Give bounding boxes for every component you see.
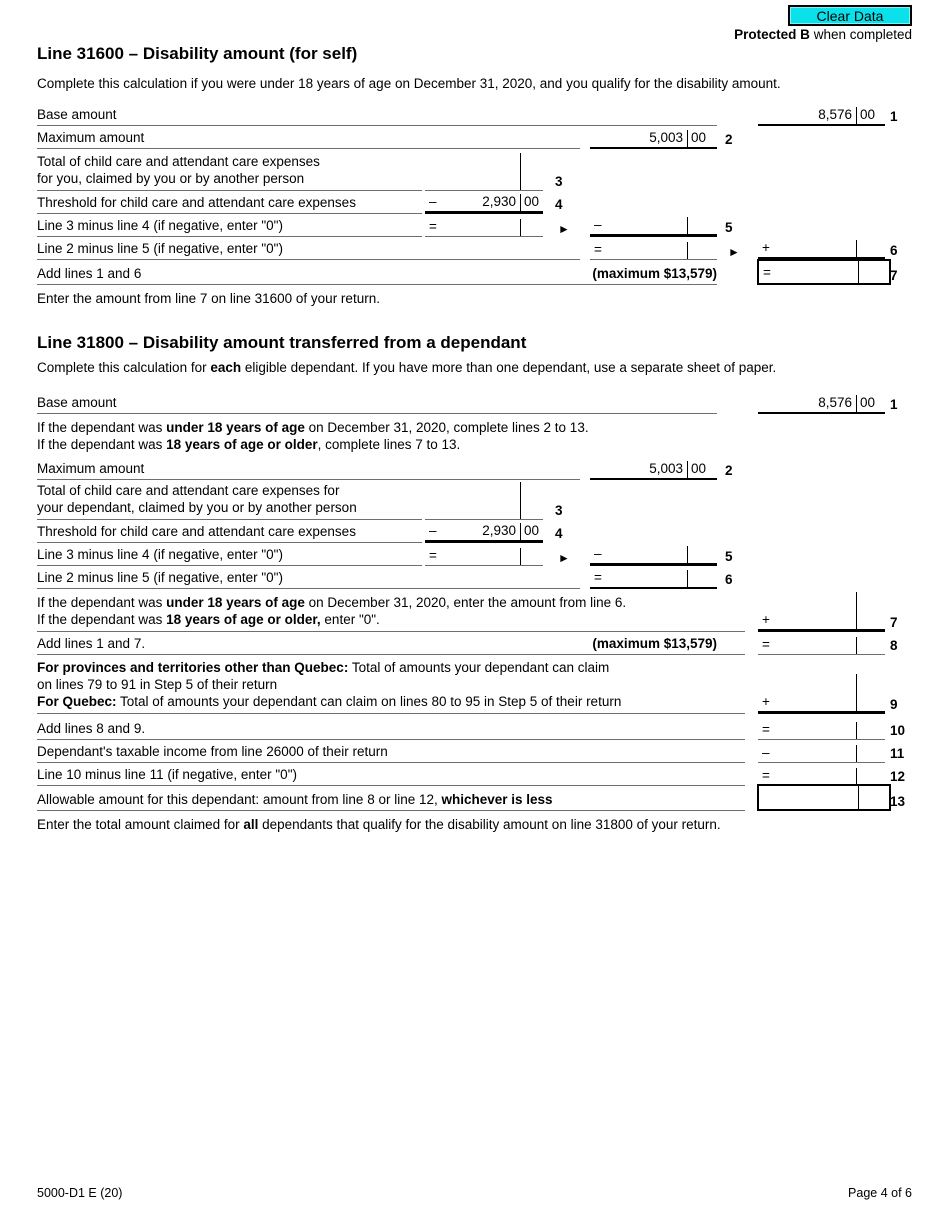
cents-divider — [856, 107, 858, 124]
s2-line5-result-field[interactable] — [425, 545, 543, 566]
plus-operator: + — [762, 694, 770, 709]
s1-row-3 — [0, 151, 950, 191]
s1-line7-number: 7 — [890, 268, 898, 283]
s2-line2-amount-field: 5,003 00 — [590, 458, 717, 480]
rule — [37, 190, 422, 191]
s2-row-9 — [0, 658, 950, 714]
rule — [37, 413, 717, 414]
s2-row-13 — [0, 786, 950, 811]
s2-row-7 — [0, 595, 950, 632]
s1-line5-result-field[interactable] — [425, 216, 543, 237]
rule — [37, 284, 717, 285]
cents-divider — [858, 261, 860, 283]
equals-operator: = — [762, 722, 770, 737]
s2-line11-label: Dependant's taxable income from line 26000 of their return — [37, 744, 388, 759]
s1-line4-amount-field: – 2,930 00 — [425, 191, 543, 214]
minus-operator: – — [762, 745, 770, 760]
s2-line12-label: Line 10 minus line 11 (if negative, enter "0") — [37, 767, 297, 782]
s2-line8-label: Add lines 1 and 7. — [37, 636, 146, 651]
minus-operator: – — [594, 217, 602, 232]
s1-line3-input-field[interactable] — [425, 170, 543, 191]
rule — [37, 125, 717, 126]
s1-line2-amount-field: 5,003 00 — [590, 127, 717, 149]
s2-row-2 — [0, 458, 950, 480]
s2-row-12 — [0, 763, 950, 786]
equals-operator: = — [762, 637, 770, 652]
cents-divider — [687, 546, 689, 563]
s2-line1-number: 1 — [890, 397, 898, 412]
cents-divider — [856, 674, 858, 711]
cents-divider — [687, 130, 689, 147]
s1-line6-result-field[interactable] — [590, 239, 717, 260]
s1-maximum-note: (maximum $13,579) — [592, 266, 717, 281]
s2-line5-number: 5 — [725, 549, 733, 564]
s2-line10-result-field[interactable] — [758, 719, 885, 740]
equals-operator: = — [762, 768, 770, 783]
s2-line4-amount-field: – 2,930 00 — [425, 520, 543, 543]
s1-line5-label: Line 3 minus line 4 (if negative, enter "0") — [37, 218, 283, 233]
section1-title: Line 31600 – Disability amount (for self) — [37, 44, 358, 63]
s1-line7-label: Add lines 1 and 6 — [37, 266, 142, 281]
minus-operator: – — [594, 546, 602, 561]
rule — [37, 148, 580, 149]
s2-line6-number: 6 — [725, 572, 733, 587]
s2-line12-result-field[interactable] — [758, 765, 885, 786]
s2-line9-input-field[interactable] — [758, 691, 885, 714]
section2-intro: Complete this calculation for each eligible dependant. If you have more than one dependant, use a separate sheet of paper. — [37, 360, 777, 375]
section1-intro: Complete this calculation if you were under 18 years of age on December 31, 2020, and you qualify for the disability amount. — [37, 76, 781, 91]
cents-divider — [687, 217, 689, 234]
s2-line6-label: Line 2 minus line 5 (if negative, enter "0") — [37, 570, 283, 585]
rule — [37, 213, 422, 214]
cents-divider — [858, 786, 860, 809]
s2-line2-label: Maximum amount — [37, 461, 145, 476]
s2-line11-number: 11 — [890, 746, 905, 761]
s2-row-6 — [0, 567, 950, 589]
s2-line11-input-field[interactable] — [758, 742, 885, 763]
arrow-right-icon: ► — [558, 222, 570, 236]
s2-line9-label: For provinces and territories other than Quebec: Total of amounts your dependant can claim on lines 79 to 91 in Step 5 of their return For Quebec: Total of amounts your dependant can claim on lines 80 to 95 in Step 5 of their return — [37, 660, 622, 709]
s2-line8-result-field[interactable] — [758, 634, 885, 655]
s1-line1-label: Base amount — [37, 107, 117, 122]
plus-operator: + — [762, 612, 770, 627]
s1-line7-total-field[interactable] — [757, 259, 891, 285]
cents-divider — [520, 523, 522, 540]
s2-line7-number: 7 — [890, 615, 898, 630]
s2-line3-number: 3 — [555, 503, 563, 518]
s2-line7-input-field[interactable] — [758, 609, 885, 632]
s1-line2-label: Maximum amount — [37, 130, 145, 145]
cents-divider — [856, 768, 858, 785]
cents-divider — [856, 745, 858, 762]
section1-note: Enter the amount from line 7 on line 31600 of your return. — [37, 291, 380, 306]
s2-row-3 — [0, 481, 950, 520]
s2-line13-total-field[interactable] — [757, 784, 891, 811]
cents-divider — [856, 722, 858, 739]
rule — [37, 588, 580, 589]
form-code: 5000-D1 E (20) — [37, 1186, 123, 1200]
section2-title: Line 31800 – Disability amount transferred from a dependant — [37, 333, 527, 352]
s2-row-4 — [0, 521, 950, 543]
minus-operator: – — [429, 194, 437, 209]
cents-divider — [520, 548, 522, 565]
s2-line3-label: Total of child care and attendant care expenses for your dependant, claimed by you or by another person — [37, 483, 357, 515]
s2-line10-number: 10 — [890, 723, 906, 738]
s2-line1-amount-field: 8,576 00 — [758, 392, 885, 414]
s1-line1-number: 1 — [890, 109, 898, 124]
cents-divider — [520, 194, 522, 211]
rule — [37, 654, 745, 655]
arrow-right-icon: ► — [728, 245, 740, 259]
s2-line13-label: Allowable amount for this dependant: amount from line 8 or line 12, whichever is less — [37, 792, 553, 807]
s1-line4-number: 4 — [555, 197, 563, 212]
s2-line7-label: If the dependant was under 18 years of age on December 31, 2020, enter the amount from line 6. If the dependant was 18 years of age or older, enter "0". — [37, 595, 627, 627]
s2-row-11 — [0, 740, 950, 763]
cents-divider — [856, 592, 858, 629]
s2-line9-number: 9 — [890, 697, 898, 712]
s2-line3-input-field[interactable] — [425, 499, 543, 520]
s2-line13-number: 13 — [890, 794, 906, 809]
s2-line10-label: Add lines 8 and 9. — [37, 721, 146, 736]
s1-line5-carry-field[interactable] — [590, 214, 717, 237]
s2-line4-number: 4 — [555, 526, 563, 541]
s1-line3-label: Total of child care and attendant care expenses for you, claimed by you or by another person — [37, 154, 320, 186]
s2-line6-result-field[interactable] — [590, 567, 717, 589]
s2-row-8 — [0, 632, 950, 655]
equals-operator: = — [594, 242, 602, 257]
s2-row-5 — [0, 544, 950, 566]
plus-operator: + — [762, 240, 770, 255]
s1-line1-amount-field: 8,576 00 — [758, 104, 885, 126]
s2-line12-number: 12 — [890, 769, 906, 784]
section2-note: Enter the total amount claimed for all dependants that qualify for the disability amount on line 31800 of your return. — [37, 817, 721, 832]
s2-row-10 — [0, 717, 950, 740]
s2-maximum-note: (maximum $13,579) — [592, 636, 717, 651]
equals-operator: = — [594, 570, 602, 585]
rule — [37, 236, 422, 237]
rule — [37, 519, 422, 520]
s2-line2-number: 2 — [725, 463, 733, 478]
s1-line6-number: 6 — [890, 243, 898, 258]
equals-operator: = — [763, 265, 771, 280]
rule — [37, 810, 745, 811]
cents-divider — [520, 482, 522, 519]
arrow-right-icon: ► — [558, 551, 570, 565]
s1-line5-number: 5 — [725, 220, 733, 235]
s2-line8-number: 8 — [890, 638, 898, 653]
protected-b-label: Protected B when completed — [734, 27, 912, 42]
s2-line5-carry-field[interactable] — [590, 543, 717, 566]
clear-data-button[interactable]: Clear Data — [788, 5, 912, 26]
s2-line1-label: Base amount — [37, 395, 117, 410]
minus-operator: – — [429, 523, 437, 538]
s1-row-1 — [0, 104, 950, 126]
s2-age-note: If the dependant was under 18 years of age on December 31, 2020, complete lines 2 to 13. If the dependant was 18 years of age or older, complete lines 7 to 13. — [37, 420, 589, 452]
rule — [37, 259, 580, 260]
cents-divider — [687, 461, 689, 478]
s2-row-1 — [0, 392, 950, 414]
cents-divider — [856, 395, 858, 412]
rule — [37, 542, 422, 543]
cents-divider — [856, 240, 858, 257]
s1-row-2 — [0, 127, 950, 149]
s1-row-7 — [0, 261, 950, 285]
equals-operator: = — [429, 219, 437, 234]
s1-line2-number: 2 — [725, 132, 733, 147]
s1-line4-label: Threshold for child care and attendant care expenses — [37, 195, 356, 210]
cents-divider — [520, 219, 522, 236]
s1-row-5 — [0, 215, 950, 237]
cents-divider — [687, 242, 689, 259]
s2-line4-label: Threshold for child care and attendant care expenses — [37, 524, 356, 539]
cents-divider — [520, 153, 522, 190]
cents-divider — [856, 637, 858, 654]
page-indicator: Page 4 of 6 — [848, 1186, 912, 1200]
rule — [37, 713, 745, 714]
s2-line5-label: Line 3 minus line 4 (if negative, enter "0") — [37, 547, 283, 562]
s1-line6-carry-field[interactable] — [758, 237, 885, 260]
s1-row-4 — [0, 192, 950, 214]
s1-line3-number: 3 — [555, 174, 563, 189]
s1-line6-label: Line 2 minus line 5 (if negative, enter "0") — [37, 241, 283, 256]
equals-operator: = — [429, 548, 437, 563]
cents-divider — [687, 570, 689, 587]
s1-row-6 — [0, 238, 950, 260]
rule — [37, 479, 580, 480]
rule — [37, 565, 422, 566]
